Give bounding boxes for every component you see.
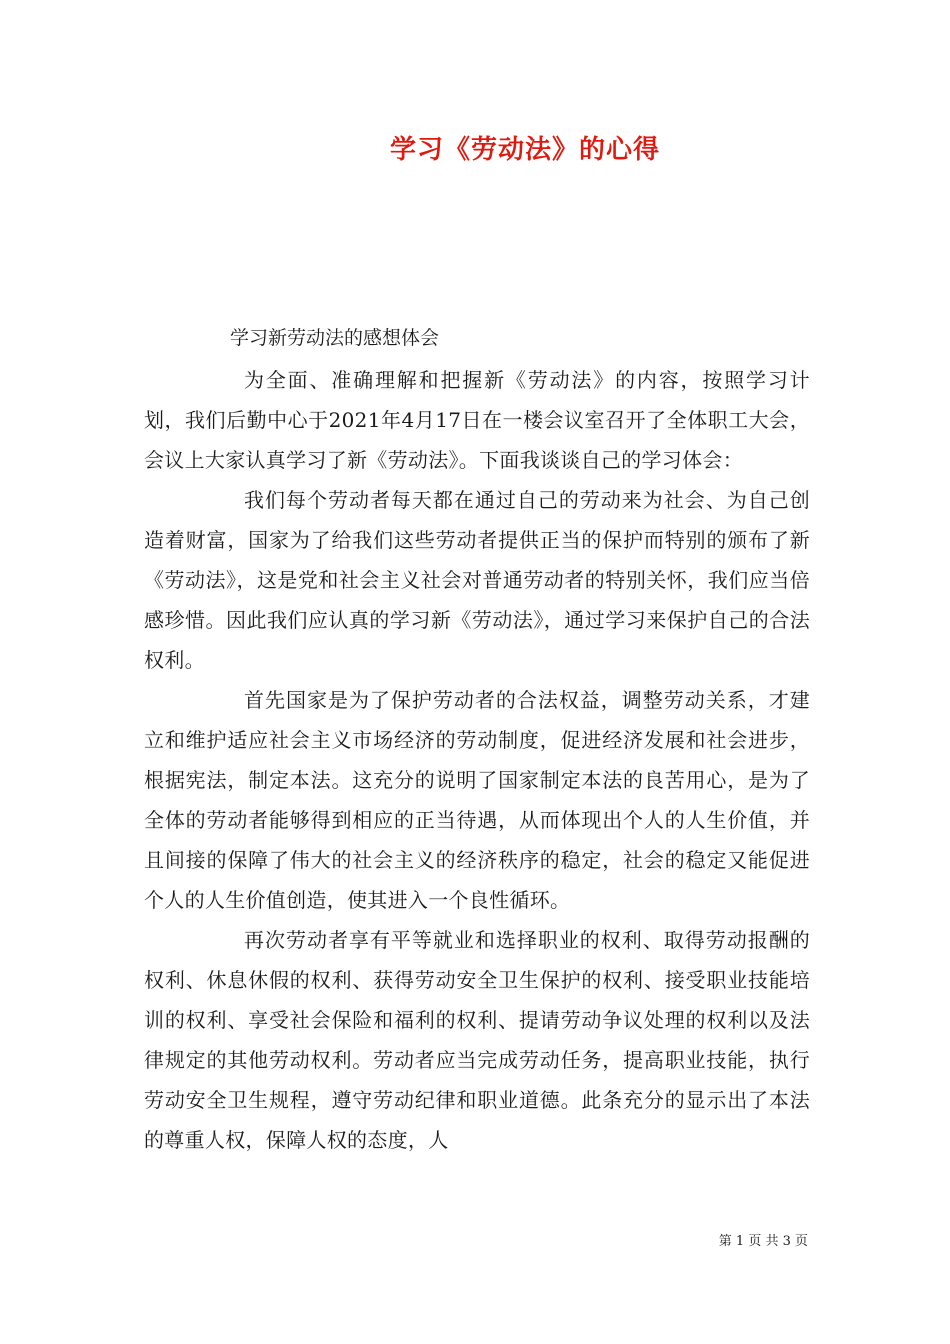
- document-body: [144, 360, 810, 1160]
- paragraph: 再次劳动者享有平等就业和选择职业的权利、取得劳动报酬的权利、休息休假的权利、获得劳动安全卫生保护的权利、接受职业技能培训的权利、享受社会保险和福利的权利、提请劳动争议处理的权利以及法律规定的其他劳动权利。劳动者应当完成劳动任务，提高职业技能，执行劳动安全卫生规程，遵守劳动纪律和职业道德。此条充分的显示出了本法的尊重人权，保障人权的态度，人: [144, 928, 810, 1152]
- paragraph: 首先国家是为了保护劳动者的合法权益，调整劳动关系，才建立和维护适应社会主义市场经济的劳动制度，促进经济发展和社会进步，根据宪法，制定本法。这充分的说明了国家制定本法的良苦用心，是为了全体的劳动者能够得到相应的正当待遇，从而体现出个人的人生价值，并且间接的保障了伟大的社会主义的经济秩序的稳定，社会的稳定又能促进个人的人生价值创造，使其进入一个良性循环。: [144, 688, 810, 912]
- document-subtitle: 学习新劳动法的感想体会: [230, 327, 440, 349]
- paragraph: 我们每个劳动者每天都在通过自己的劳动来为社会、为自己创造着财富，国家为了给我们这些劳动者提供正当的保护而特别的颁布了新《劳动法》，这是党和社会主义社会对普通劳动者的特别关怀，我们应当倍感珍惜。因此我们应认真的学习新《劳动法》，通过学习来保护自己的合法权利。: [144, 488, 810, 672]
- document-title: 学习《劳动法》的心得: [389, 135, 660, 165]
- page-number-footer: 第 1 页 共 3 页: [718, 1234, 808, 1249]
- paragraph: 为全面、准确理解和把握新《劳动法》的内容，按照学习计划，我们后勤中心于2021年4月17日在一楼会议室召开了全体职工大会，会议上大家认真学习了新《劳动法》。下面我谈谈自己的学习体会：: [144, 368, 810, 472]
